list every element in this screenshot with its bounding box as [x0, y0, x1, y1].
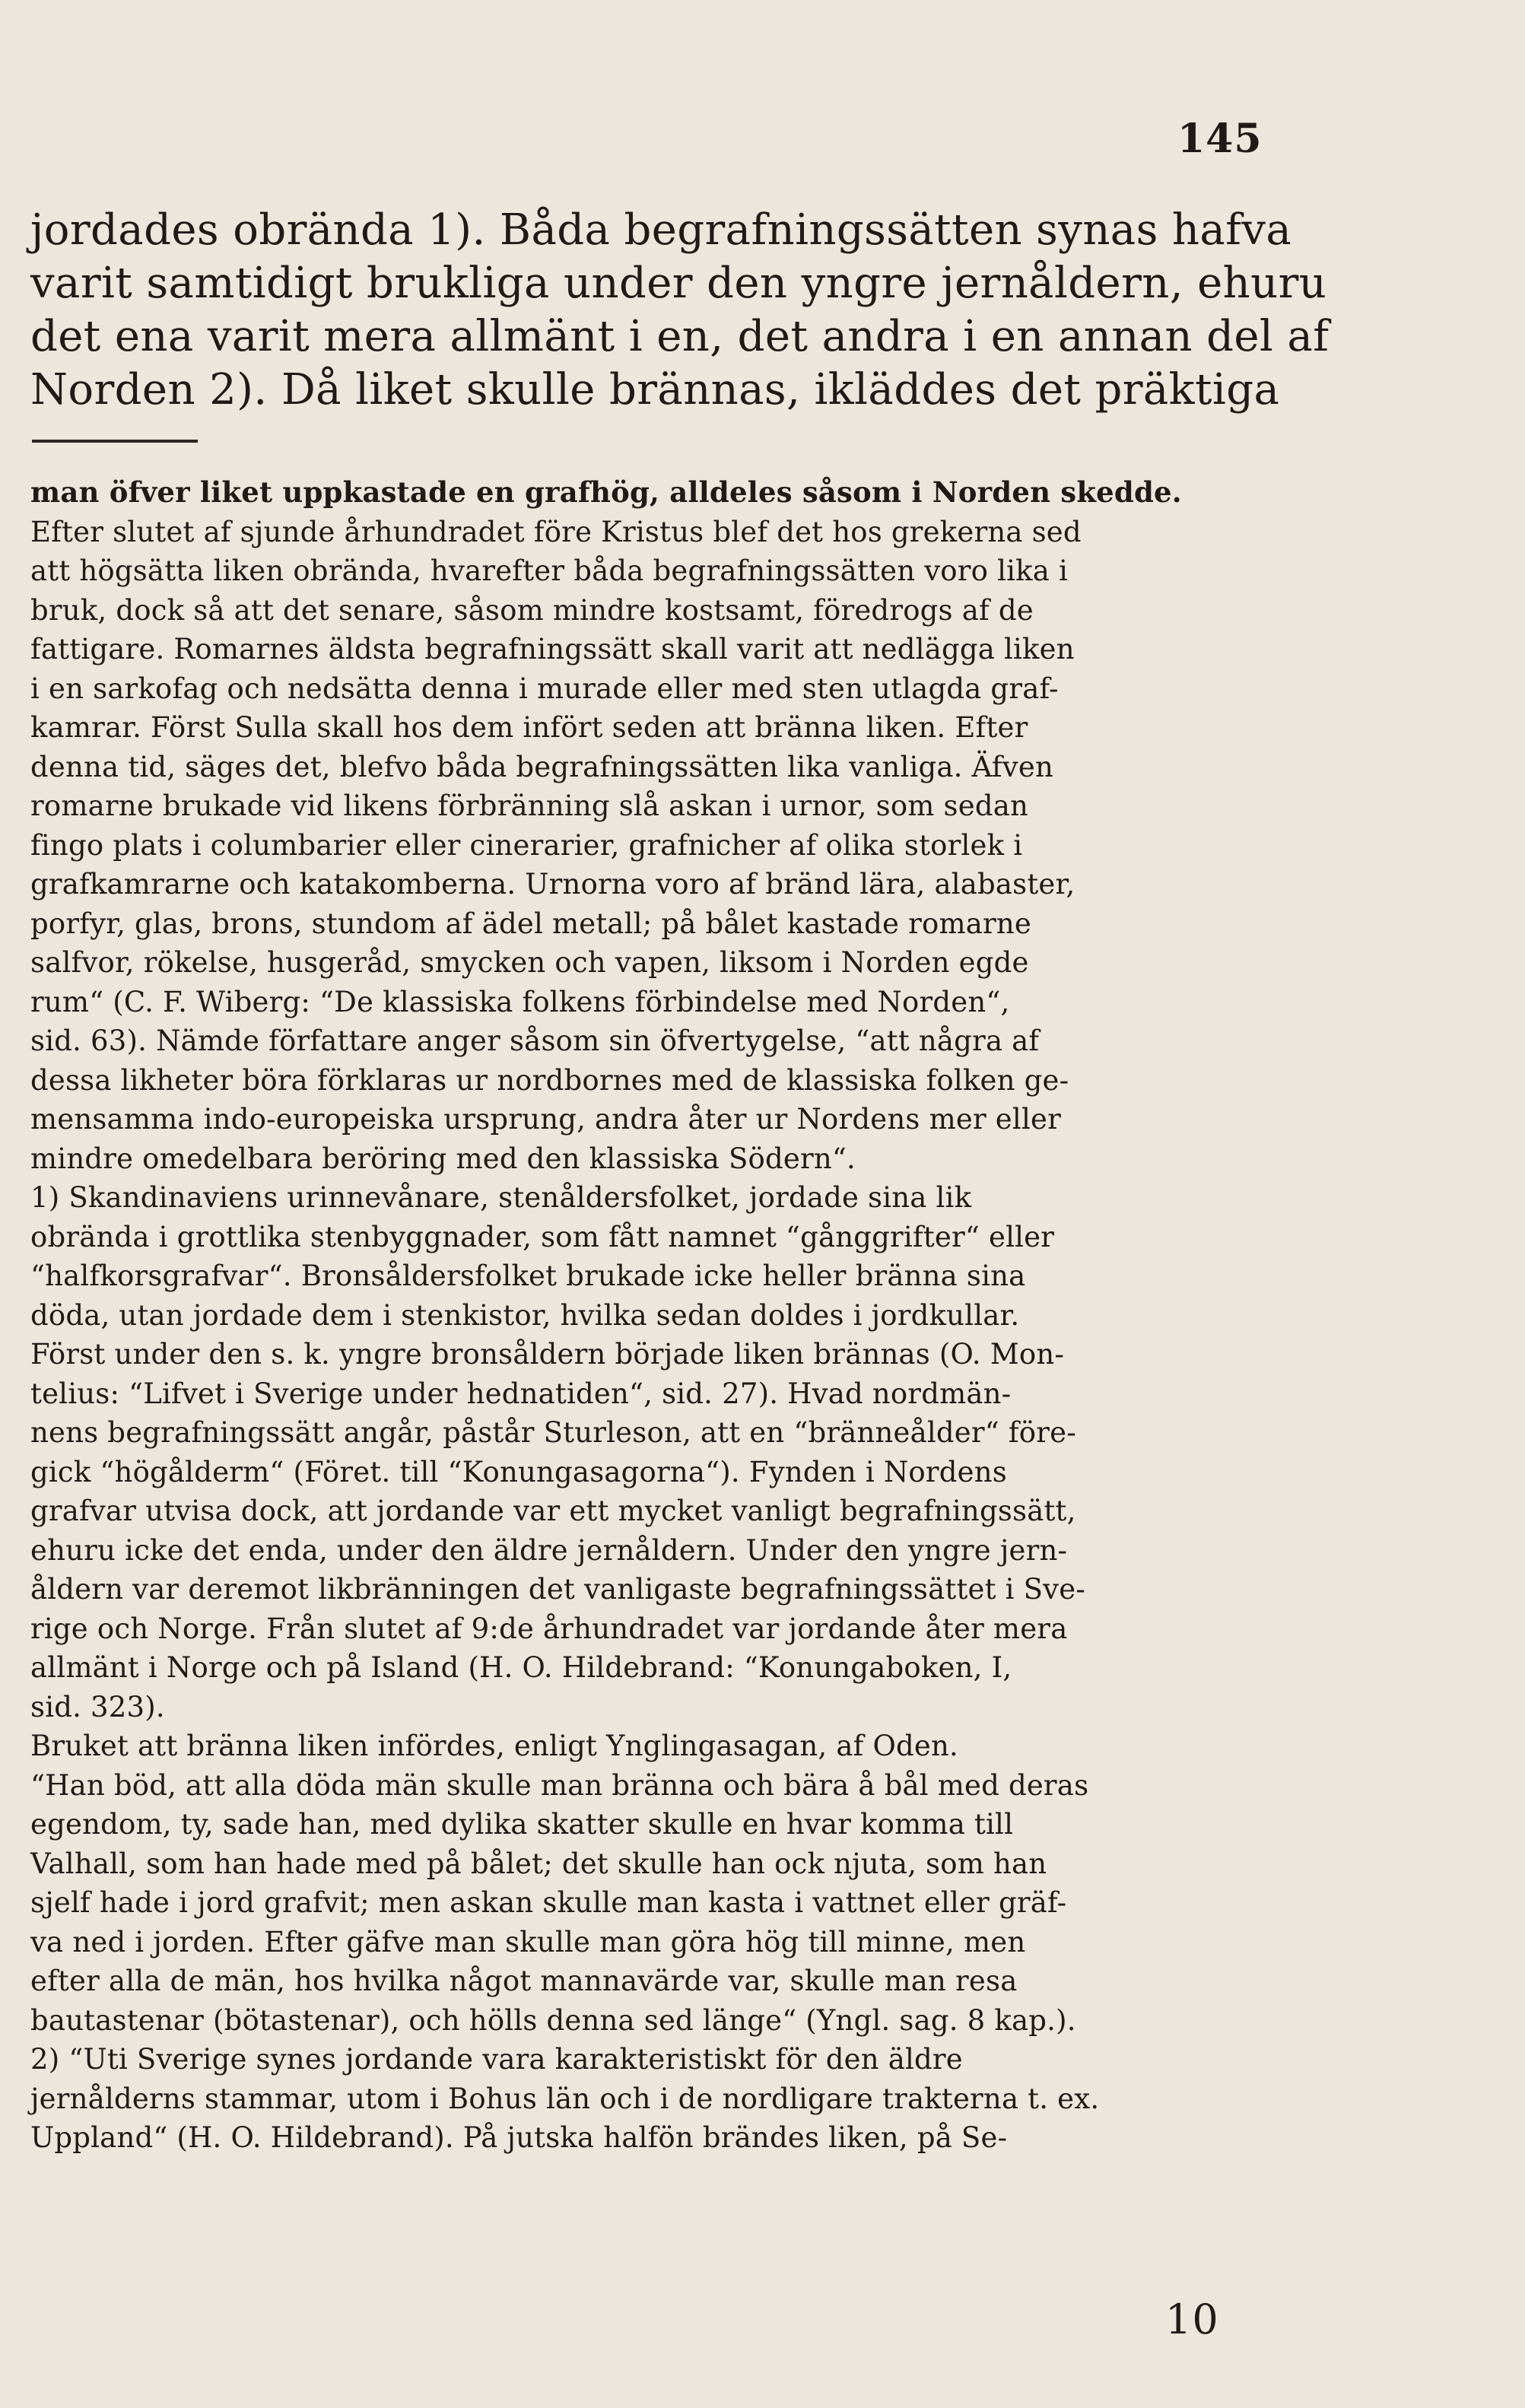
footnote-line: denna tid, säges det, blefvo båda begrafningssätten lika vanliga. Äfven [30, 750, 1053, 783]
main-text-line: jordades obrända 1). Båda begrafningssätten synas hafva [30, 205, 1292, 255]
footnote-divider [32, 440, 198, 443]
footnote-line: mensamma indo-europeiska ursprung, andra åter ur Nordens mer eller [30, 1103, 1061, 1136]
footnotes [30, 473, 1308, 2158]
footnote-line: 2) “Uti Sverige synes jordande vara karakteristiskt för den äldre [30, 2043, 963, 2076]
footnote-line: mindre omedelbara beröring med den klassiska Södern“. [30, 1142, 856, 1175]
footnote-line: i en sarkofag och nedsätta denna i murade eller med sten utlagda graf- [30, 672, 1059, 705]
footnote-line: åldern var deremot likbränningen det vanligaste begrafningssättet i Sve- [30, 1573, 1086, 1606]
footnote-line: kamrar. Först Sulla skall hos dem infört seden att bränna liken. Efter [30, 711, 1028, 744]
footnote-line: obrända i grottlika stenbyggnader, som fått namnet “gånggrifter“ eller [30, 1220, 1055, 1253]
footnote-line: allmänt i Norge och på Island (H. O. Hildebrand: “Konungaboken, I, [30, 1651, 1012, 1684]
footnote-line: porfyr, glas, brons, stundom af ädel metall; på bålet kastade romarne [30, 907, 1032, 940]
page-number: 145 [1177, 116, 1263, 162]
main-text-line: varit samtidigt brukliga under den yngre jernåldern, ehuru [30, 259, 1327, 308]
footnote-line: jernålderns stammar, utom i Bohus län och i de nordligare trakterna t. ex. [30, 2082, 1100, 2115]
footnote-line: grafvar utvisa dock, att jordande var ett mycket vanligt begrafningssätt, [30, 1495, 1076, 1527]
footnote-line: ehuru icke det enda, under den äldre jernåldern. Under den yngre jern- [30, 1533, 1068, 1567]
footnote-line: rige och Norge. Från slutet af 9:de århundradet var jordande åter mera [30, 1612, 1068, 1645]
footnote-line: romarne brukade vid likens förbränning slå askan i urnor, som sedan [30, 789, 1028, 822]
footnote-line: nens begrafningssätt angår, påstår Sturleson, att en “bränneålder“ före- [30, 1416, 1076, 1449]
main-text-line: Norden 2). Då liket skulle brännas, ikläddes det präktiga [30, 365, 1280, 415]
footnote-line: att högsätta liken obrända, hvarefter båda begrafningssätten voro lika i [30, 554, 1069, 587]
footnote-line: grafkamrarne och katakomberna. Urnorna voro af bränd lära, alabaster, [30, 868, 1075, 901]
main-text [30, 204, 1330, 417]
footnote-line: va ned i jorden. Efter gäfve man skulle man göra hög till minne, men [30, 1925, 1026, 1958]
footnote-line: efter alla de män, hos hvilka något mannavärde var, skulle man resa [30, 1965, 1018, 1997]
footnote-line: telius: “Lifvet i Sverige under hednatiden“, sid. 27). Hvad nordmän- [30, 1377, 1012, 1410]
signature-mark: 10 [1165, 2295, 1219, 2343]
footnote-line: salfvor, rökelse, husgeråd, smycken och vapen, liksom i Norden egde [30, 946, 1029, 979]
footnote-line: sid. 63). Nämde författare anger såsom sin öfvertygelse, “att några af [30, 1025, 1040, 1057]
footnote-line: 1) Skandinaviens urinnevånare, stenåldersfolket, jordade sina lik [30, 1181, 972, 1214]
footnote-line: Först under den s. k. yngre bronsåldern började liken brännas (O. Mon- [30, 1338, 1065, 1371]
footnote-line: sjelf hade i jord grafvit; men askan skulle man kasta i vattnet eller gräf- [30, 1886, 1067, 1919]
footnote-line: Valhall, som han hade med på bålet; det skulle han ock njuta, som han [30, 1847, 1047, 1880]
footnote-line: fingo plats i columbarier eller cinerarier, grafnicher af olika storlek i [30, 828, 1023, 862]
footnote-line: sid. 323). [30, 1690, 165, 1723]
footnote-line: dessa likheter böra förklaras ur nordbornes med de klassiska folken ge- [30, 1063, 1069, 1097]
main-text-line: det ena varit mera allmänt i en, det andra i en annan del af [30, 312, 1330, 361]
footnote-line: bautastenar (bötastenar), och hölls denna sed länge“ (Yngl. sag. 8 kap.). [30, 2003, 1076, 2037]
footnote-line: Efter slutet af sjunde århundradet före Kristus blef det hos grekerna sed [30, 515, 1082, 548]
footnote-line: egendom, ty, sade han, med dylika skatter skulle en hvar komma till [30, 1808, 1014, 1841]
footnote-line: “halfkorsgrafvar“. Bronsåldersfolket brukade icke heller bränna sina [30, 1260, 1026, 1292]
footnote-line: “Han böd, att alla döda män skulle man bränna och bära å bål med deras [30, 1768, 1089, 1802]
footnote-line: rum“ (C. F. Wiberg: “De klassiska folkens förbindelse med Norden“, [30, 985, 1010, 1018]
footnote-line: Bruket att bränna liken infördes, enligt Ynglingasagan, af Oden. [30, 1730, 958, 1762]
footnote-line: gick “högålderm“ (Föret. till “Konungasagorna“). Fynden i Nordens [30, 1455, 1007, 1488]
footnote-line: Uppland“ (H. O. Hildebrand). På jutska halfön brändes liken, på Se- [30, 2121, 1008, 2154]
footnote-line: döda, utan jordade dem i stenkistor, hvilka sedan doldes i jordkullar. [30, 1298, 1020, 1332]
footnote-line: man öfver liket uppkastade en grafhög, alldeles såsom i Norden skedde. [30, 475, 1182, 509]
footnote-line: bruk, dock så att det senare, såsom mindre kostsamt, föredrogs af de [30, 593, 1034, 627]
footnote-line: fattigare. Romarnes äldsta begrafningssätt skall varit att nedlägga liken [30, 633, 1075, 666]
